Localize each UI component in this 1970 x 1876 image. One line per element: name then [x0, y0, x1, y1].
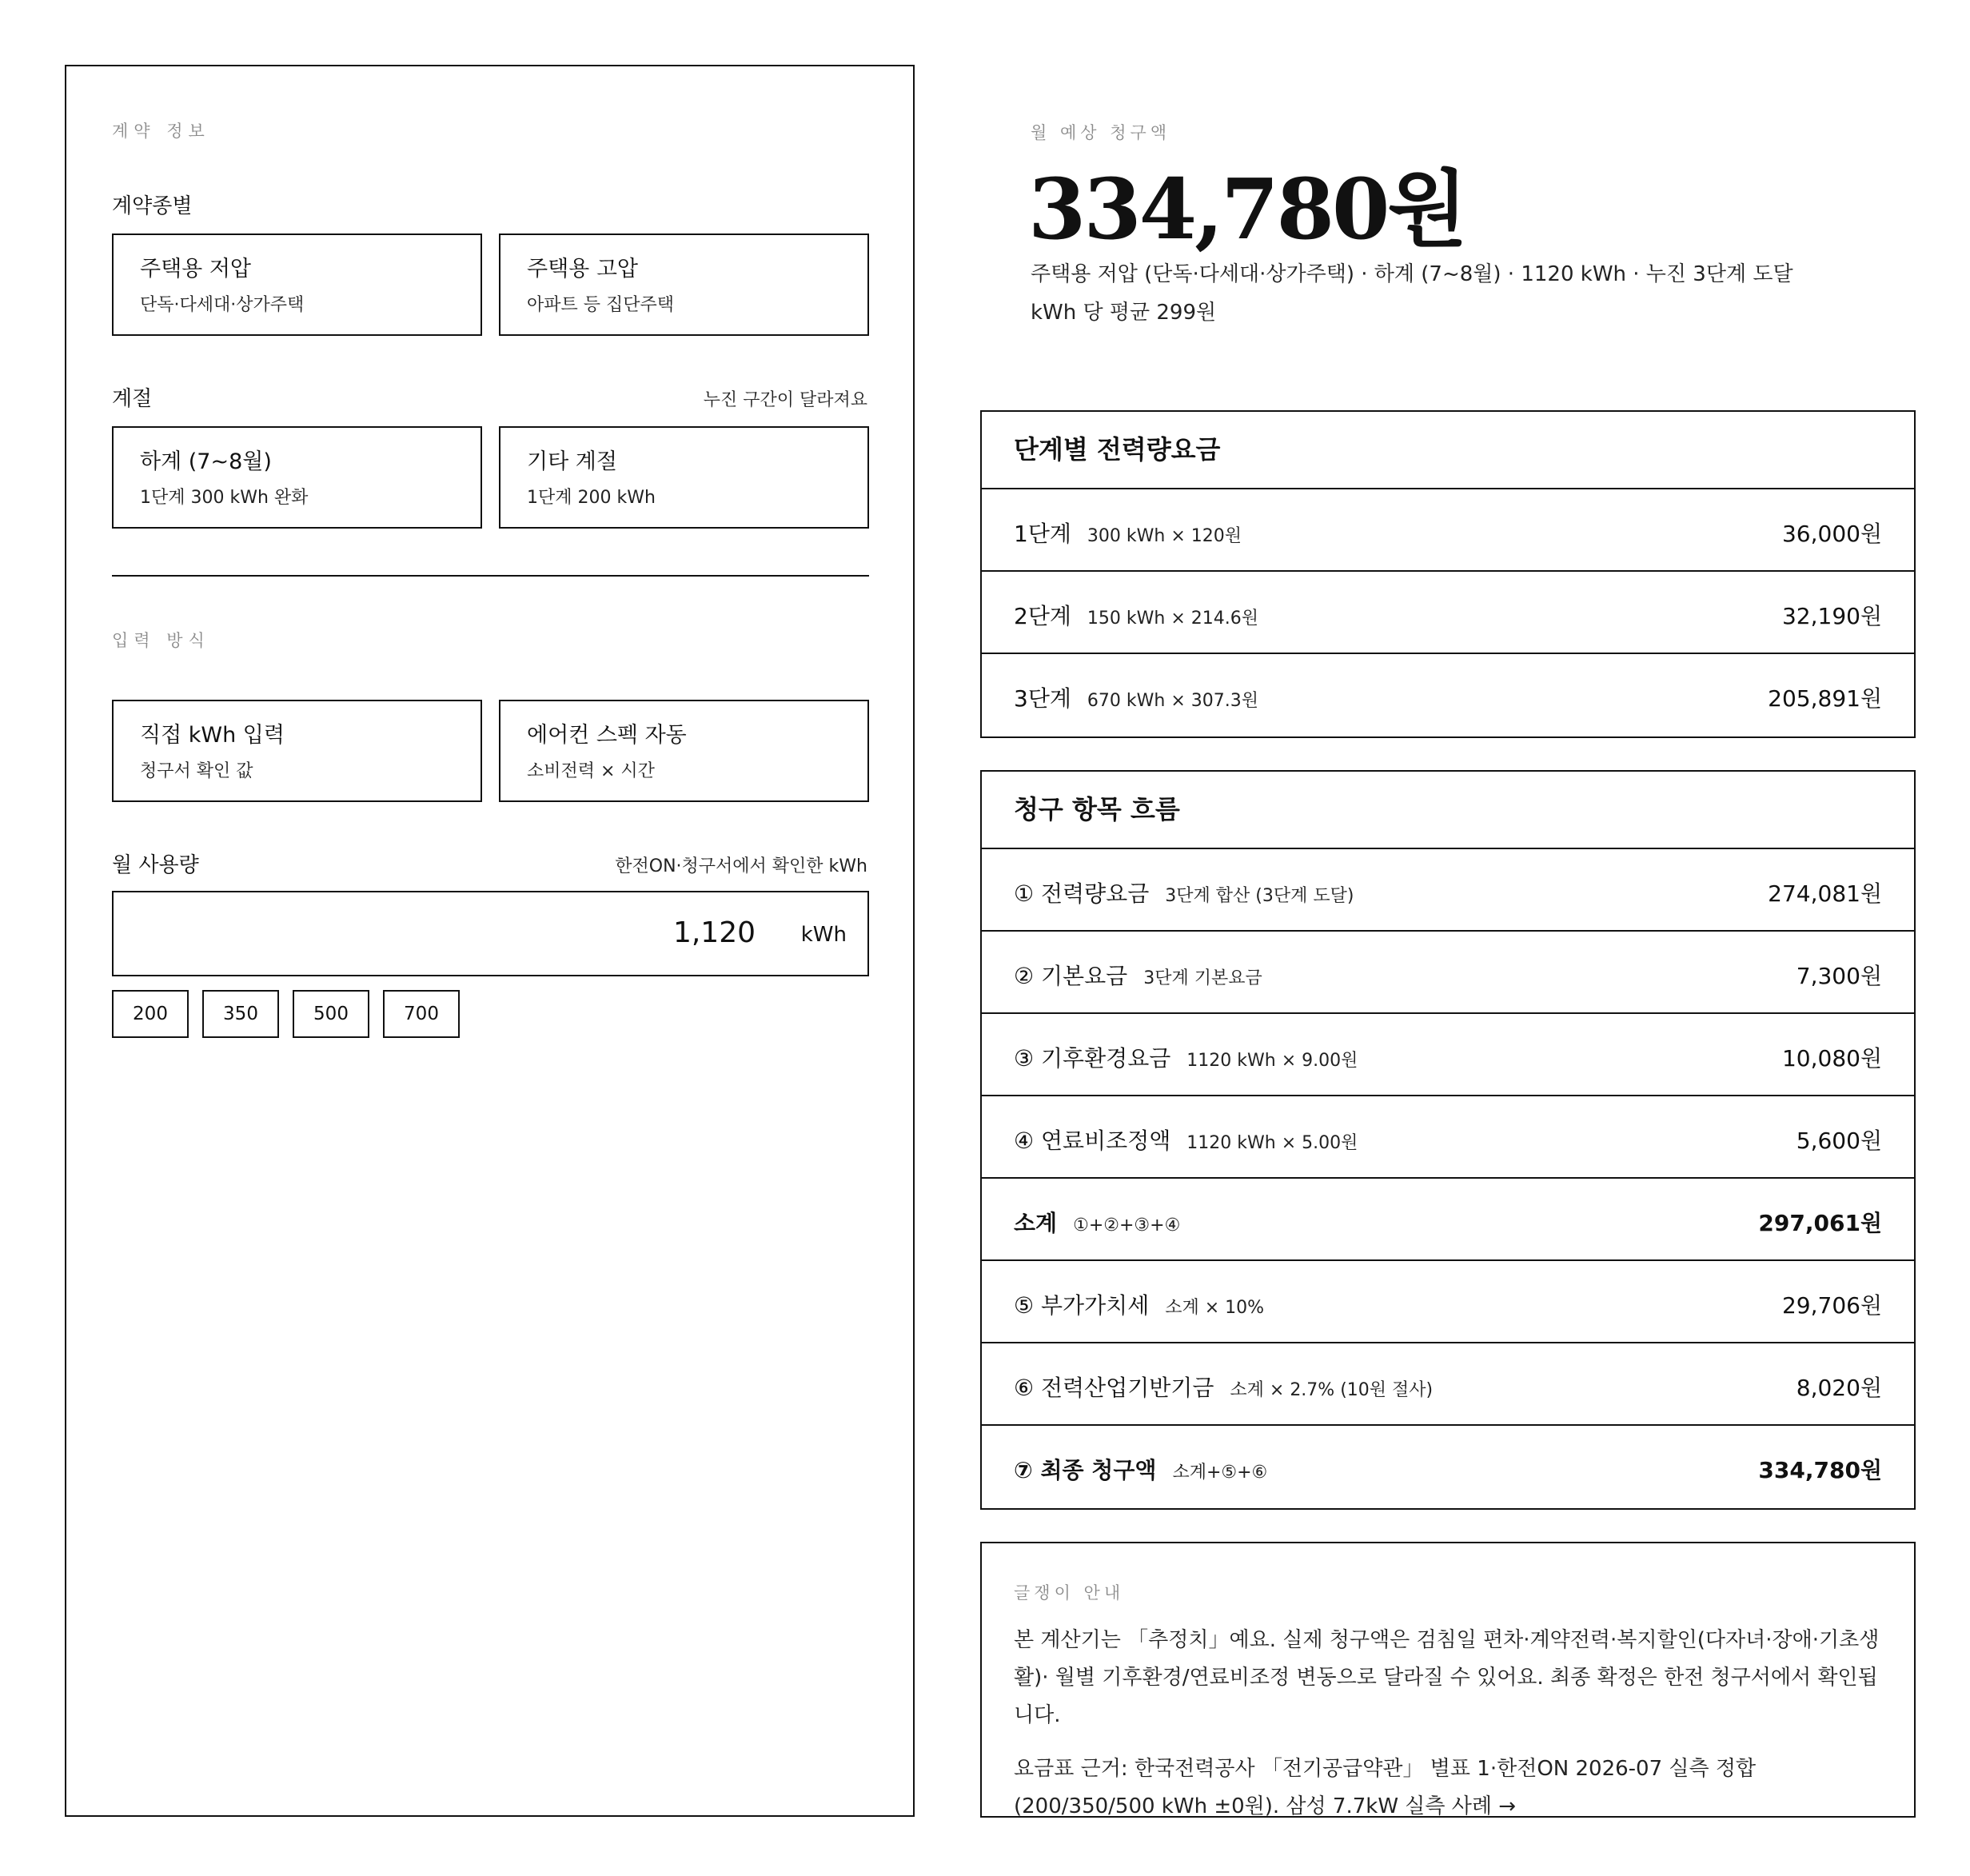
row-detail: 1120 kWh × 9.00원	[1186, 1051, 1358, 1071]
mode-option-direct-kwh[interactable]	[112, 700, 482, 802]
row-detail: ①+②+③+④	[1073, 1215, 1181, 1235]
table-row	[982, 654, 1914, 736]
notice-eyebrow: 글쟁이 안내	[1014, 1583, 1125, 1603]
preset-chip-200[interactable]: 200	[112, 990, 189, 1038]
row-label: ⑥ 전력산업기반기금 소계 × 2.7% (10원 절사)	[1014, 1375, 1434, 1401]
season-hint: 누진 구간이 달라져요	[703, 390, 867, 410]
row-label: ① 전력량요금 3단계 합산 (3단계 도달)	[1014, 880, 1354, 907]
row-detail: 1120 kWh × 5.00원	[1186, 1133, 1358, 1153]
season-label: 계절	[112, 387, 153, 411]
row-label: ③ 기후환경요금 1120 kWh × 9.00원	[1014, 1045, 1358, 1072]
row-label: 2단계 150 kWh × 214.6원	[1014, 603, 1258, 629]
option-subtitle: 단독·다세대·상가주택	[140, 294, 305, 315]
option-subtitle: 청구서 확인 값	[140, 760, 253, 781]
option-title: 주택용 저압	[140, 257, 251, 281]
usage-value[interactable]: 1,120	[672, 916, 756, 949]
option-title: 하계 (7~8월)	[140, 449, 272, 474]
table-row	[982, 1096, 1914, 1179]
breakdown-table-title: 청구 항목 흐름	[982, 772, 1914, 849]
option-title: 주택용 고압	[527, 257, 638, 281]
preset-chip-700[interactable]: 700	[383, 990, 460, 1038]
summary-description: 주택용 저압 (단독·다세대·상가주택) · 하계 (7~8월) · 1120 kWh · 누진 3단계 도달	[1031, 262, 1793, 286]
row-detail: 3단계 합산 (3단계 도달)	[1165, 886, 1354, 906]
table-row	[982, 489, 1914, 572]
tier-table-title: 단계별 전력량요금	[982, 412, 1914, 489]
table-row	[982, 849, 1914, 932]
usage-label: 월 사용량	[112, 853, 199, 877]
option-title: 에어컨 스펙 자동	[527, 723, 687, 748]
row-detail: 150 kWh × 214.6원	[1087, 609, 1258, 629]
usage-unit: kWh	[800, 923, 847, 947]
mode-option-aircon-spec[interactable]	[499, 700, 869, 802]
option-subtitle: 아파트 등 집단주택	[527, 294, 675, 315]
option-subtitle: 소비전력 × 시간	[527, 760, 655, 781]
season-option-summer[interactable]	[112, 426, 482, 529]
row-detail: 소계 × 10%	[1165, 1298, 1265, 1318]
contract-section-eyebrow: 계약 정보	[112, 122, 210, 141]
row-value: 205,891원	[1768, 685, 1882, 712]
contract-type-label: 계약종별	[112, 194, 193, 218]
row-value: 274,081원	[1768, 880, 1882, 907]
table-row	[982, 932, 1914, 1014]
input-section-eyebrow: 입력 방식	[112, 631, 210, 650]
row-value: 10,080원	[1781, 1045, 1882, 1072]
summary-amount: 334,780원	[1028, 160, 1466, 258]
table-row	[982, 1343, 1914, 1426]
row-detail: 소계 × 2.7% (10원 절사)	[1230, 1380, 1434, 1400]
notice-disclaimer: 본 계산기는 「추정치」예요. 실제 청구액은 검침일 편차·계약전력·복지할인(다자녀·장애·기초생활)· 월별 기후환경/연료비조정 변동으로 달라질 수 있어요. 최종 확정은 한전 청구서에서 확인됩니다.	[1014, 1628, 1880, 1727]
section-divider	[112, 575, 869, 577]
preset-chip-500[interactable]: 500	[293, 990, 369, 1038]
table-row	[982, 1014, 1914, 1096]
summary-average: kWh 당 평균 299원	[1031, 301, 1217, 325]
row-value: 5,600원	[1796, 1128, 1882, 1154]
row-value: 36,000원	[1781, 521, 1882, 547]
row-label: ⑦ 최종 청구액 소계+⑤+⑥	[1014, 1457, 1268, 1483]
contract-option-high-voltage[interactable]	[499, 234, 869, 336]
option-title: 기타 계절	[527, 449, 617, 474]
row-value: 334,780원	[1758, 1457, 1882, 1483]
notice-box	[980, 1542, 1916, 1818]
option-title: 직접 kWh 입력	[140, 723, 285, 748]
row-label: 1단계 300 kWh × 120원	[1014, 521, 1242, 547]
row-value: 7,300원	[1796, 963, 1882, 989]
row-value: 29,706원	[1781, 1292, 1882, 1319]
contract-option-low-voltage[interactable]	[112, 234, 482, 336]
row-label: ② 기본요금 3단계 기본요금	[1014, 963, 1262, 989]
option-subtitle: 1단계 300 kWh 완화	[140, 487, 309, 508]
row-detail: 670 kWh × 307.3원	[1087, 691, 1258, 711]
row-value: 8,020원	[1796, 1375, 1882, 1401]
row-label: ④ 연료비조정액 1120 kWh × 5.00원	[1014, 1128, 1358, 1154]
row-label: 3단계 670 kWh × 307.3원	[1014, 685, 1258, 712]
preset-chip-350[interactable]: 350	[202, 990, 279, 1038]
input-panel	[65, 65, 915, 1817]
final-total-row	[982, 1426, 1914, 1508]
row-label: 소계 ①+②+③+④	[1014, 1210, 1181, 1236]
row-detail: 소계+⑤+⑥	[1172, 1463, 1268, 1483]
table-row	[982, 572, 1914, 654]
row-label: ⑤ 부가가치세 소계 × 10%	[1014, 1292, 1265, 1319]
tier-table	[980, 410, 1916, 738]
option-subtitle: 1단계 200 kWh	[527, 487, 656, 508]
row-value: 297,061원	[1758, 1210, 1882, 1236]
table-row	[982, 1261, 1914, 1343]
subtotal-row	[982, 1179, 1914, 1261]
row-detail: 3단계 기본요금	[1143, 968, 1262, 988]
season-option-other[interactable]	[499, 426, 869, 529]
breakdown-table	[980, 770, 1916, 1510]
row-detail: 300 kWh × 120원	[1087, 526, 1242, 546]
summary-eyebrow: 월 예상 청구액	[1031, 123, 1171, 142]
usage-hint: 한전ON·청구서에서 확인한 kWh	[615, 856, 867, 876]
notice-source-link[interactable]: 요금표 근거: 한국전력공사 「전기공급약관」 별표 1·한전ON 2026-07 실측 정합 (200/350/500 kWh ±0원). 삼성 7.7kW 실측 사례 →	[1014, 1757, 1757, 1818]
row-value: 32,190원	[1781, 603, 1882, 629]
usage-input[interactable]	[112, 891, 869, 976]
